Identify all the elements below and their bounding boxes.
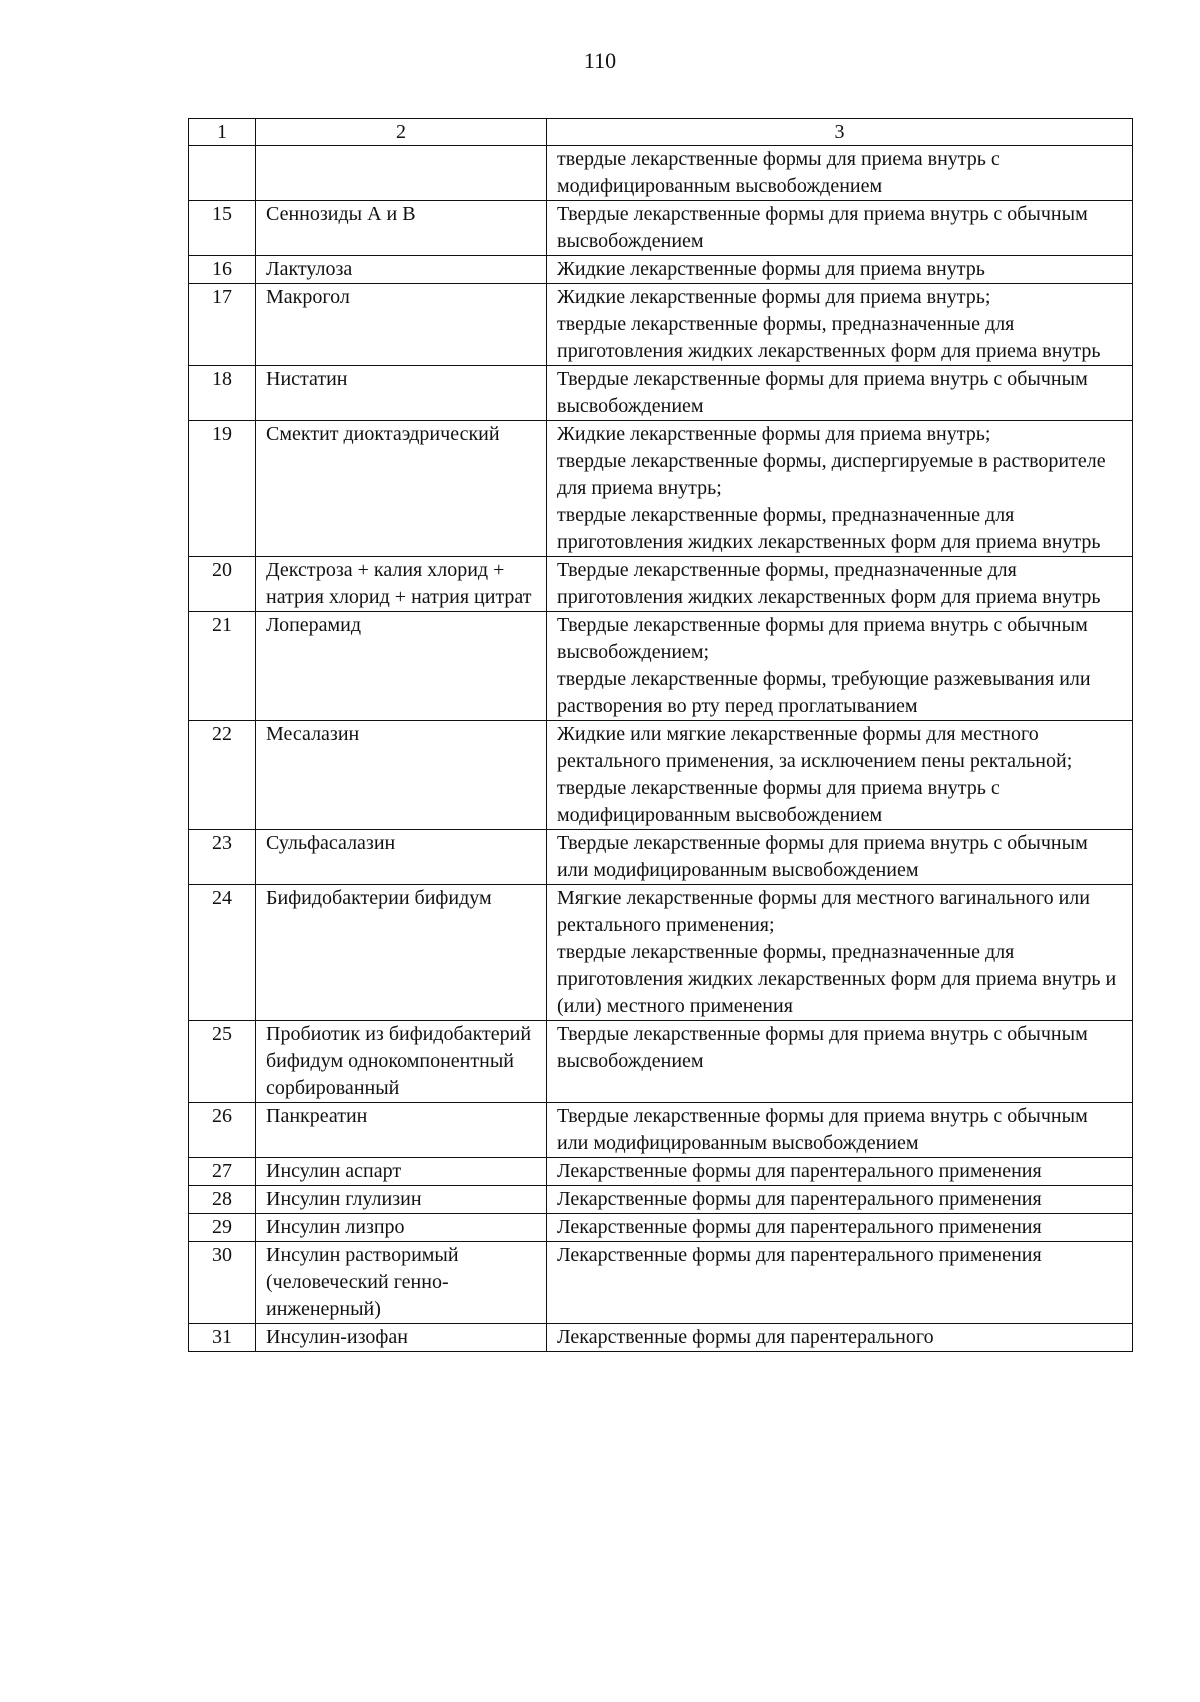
row-number-cell: 31 bbox=[189, 1324, 256, 1352]
table-row bbox=[189, 1324, 1133, 1352]
drug-name-cell: Макрогол bbox=[256, 284, 547, 366]
row-number-cell: 26 bbox=[189, 1103, 256, 1158]
drug-name-cell: Лактулоза bbox=[256, 256, 547, 284]
table-row bbox=[189, 284, 1133, 366]
drug-name-cell: Сеннозиды А и В bbox=[256, 201, 547, 256]
drug-name-cell: Декстроза + калия хлорид + натрия хлорид + натрия цитрат bbox=[256, 557, 547, 612]
drug-name-cell: Панкреатин bbox=[256, 1103, 547, 1158]
row-number-cell: 21 bbox=[189, 612, 256, 721]
dosage-forms-cell: Твердые лекарственные формы для приема внутрь с обычным или модифицированным высвобождением bbox=[547, 830, 1133, 885]
table-row bbox=[189, 1158, 1133, 1186]
table-row bbox=[189, 146, 1133, 201]
table-row bbox=[189, 612, 1133, 721]
dosage-forms-cell: Твердые лекарственные формы для приема внутрь с обычным высвобождением bbox=[547, 201, 1133, 256]
dosage-forms-cell: Жидкие лекарственные формы для приема внутрь bbox=[547, 256, 1133, 284]
drug-name-cell: Смектит диоктаэдрический bbox=[256, 421, 547, 557]
dosage-forms-cell: Жидкие лекарственные формы для приема внутрь; твердые лекарственные формы, предназначенные для приготовления жидких лекарственных форм для приема внутрь bbox=[547, 284, 1133, 366]
drug-name-cell: Нистатин bbox=[256, 366, 547, 421]
header-row bbox=[189, 119, 1133, 146]
row-number-cell: 30 bbox=[189, 1242, 256, 1324]
drug-name-cell bbox=[256, 146, 547, 201]
dosage-forms-cell: Лекарственные формы для парентерального bbox=[547, 1324, 1133, 1352]
table-row bbox=[189, 256, 1133, 284]
dosage-forms-cell: Жидкие или мягкие лекарственные формы для местного ректального применения, за исключением пены ректальной; твердые лекарственные формы для приема внутрь с модифицированным высвобождением bbox=[547, 721, 1133, 830]
drug-name-cell: Инсулин лизпро bbox=[256, 1214, 547, 1242]
table-row bbox=[189, 1021, 1133, 1103]
dosage-forms-cell: Лекарственные формы для парентерального применения bbox=[547, 1242, 1133, 1324]
dosage-forms-cell: Лекарственные формы для парентерального применения bbox=[547, 1186, 1133, 1214]
drug-name-cell: Пробиотик из бифидобактерий бифидум однокомпонентный сорбированный bbox=[256, 1021, 547, 1103]
table-row bbox=[189, 366, 1133, 421]
drug-name-cell: Лоперамид bbox=[256, 612, 547, 721]
column-header-2: 2 bbox=[256, 119, 547, 146]
dosage-forms-cell: Жидкие лекарственные формы для приема внутрь; твердые лекарственные формы, диспергируемые в растворителе для приема внутрь; твердые лекарственные формы, предназначенные для приготовления жидких лекарственных форм для приема внутрь bbox=[547, 421, 1133, 557]
dosage-forms-cell: Лекарственные формы для парентерального применения bbox=[547, 1214, 1133, 1242]
table-row bbox=[189, 421, 1133, 557]
drug-name-cell: Инсулин-изофан bbox=[256, 1324, 547, 1352]
dosage-forms-cell: Твердые лекарственные формы для приема внутрь с обычным высвобождением; твердые лекарственные формы, требующие разжевывания или растворения во рту перед проглатыванием bbox=[547, 612, 1133, 721]
page-number: 110 bbox=[583, 48, 617, 73]
table-row bbox=[189, 1242, 1133, 1324]
row-number-cell: 15 bbox=[189, 201, 256, 256]
medication-table bbox=[188, 118, 1133, 1352]
column-header-1: 1 bbox=[189, 119, 256, 146]
row-number-cell: 20 bbox=[189, 557, 256, 612]
table-row bbox=[189, 830, 1133, 885]
dosage-forms-cell: твердые лекарственные формы для приема внутрь с модифицированным высвобождением bbox=[547, 146, 1133, 201]
row-number-cell: 25 bbox=[189, 1021, 256, 1103]
table-row bbox=[189, 1103, 1133, 1158]
row-number-cell: 18 bbox=[189, 366, 256, 421]
table-row bbox=[189, 1214, 1133, 1242]
dosage-forms-cell: Твердые лекарственные формы для приема внутрь с обычным высвобождением bbox=[547, 366, 1133, 421]
table-row bbox=[189, 1186, 1133, 1214]
row-number-cell: 23 bbox=[189, 830, 256, 885]
row-number-cell: 19 bbox=[189, 421, 256, 557]
column-header-3: 3 bbox=[547, 119, 1133, 146]
table-row bbox=[189, 557, 1133, 612]
row-number-cell: 17 bbox=[189, 284, 256, 366]
drug-name-cell: Сульфасалазин bbox=[256, 830, 547, 885]
dosage-forms-cell: Твердые лекарственные формы для приема внутрь с обычным высвобождением bbox=[547, 1021, 1133, 1103]
drug-name-cell: Инсулин растворимый (человеческий генно-инженерный) bbox=[256, 1242, 547, 1324]
table-row bbox=[189, 721, 1133, 830]
table-row bbox=[189, 885, 1133, 1021]
drug-name-cell: Инсулин глулизин bbox=[256, 1186, 547, 1214]
dosage-forms-cell: Твердые лекарственные формы, предназначенные для приготовления жидких лекарственных форм для приема внутрь bbox=[547, 557, 1133, 612]
row-number-cell: 16 bbox=[189, 256, 256, 284]
row-number-cell bbox=[189, 146, 256, 201]
row-number-cell: 29 bbox=[189, 1214, 256, 1242]
row-number-cell: 22 bbox=[189, 721, 256, 830]
drug-name-cell: Месалазин bbox=[256, 721, 547, 830]
row-number-cell: 28 bbox=[189, 1186, 256, 1214]
dosage-forms-cell: Твердые лекарственные формы для приема внутрь с обычным или модифицированным высвобождением bbox=[547, 1103, 1133, 1158]
drug-name-cell: Бифидобактерии бифидум bbox=[256, 885, 547, 1021]
dosage-forms-cell: Мягкие лекарственные формы для местного вагинального или ректального применения; твердые лекарственные формы, предназначенные для приготовления жидких лекарственных форм для приема внутрь и (или) местного применения bbox=[547, 885, 1133, 1021]
table-row bbox=[189, 201, 1133, 256]
row-number-cell: 24 bbox=[189, 885, 256, 1021]
drug-name-cell: Инсулин аспарт bbox=[256, 1158, 547, 1186]
dosage-forms-cell: Лекарственные формы для парентерального применения bbox=[547, 1158, 1133, 1186]
row-number-cell: 27 bbox=[189, 1158, 256, 1186]
